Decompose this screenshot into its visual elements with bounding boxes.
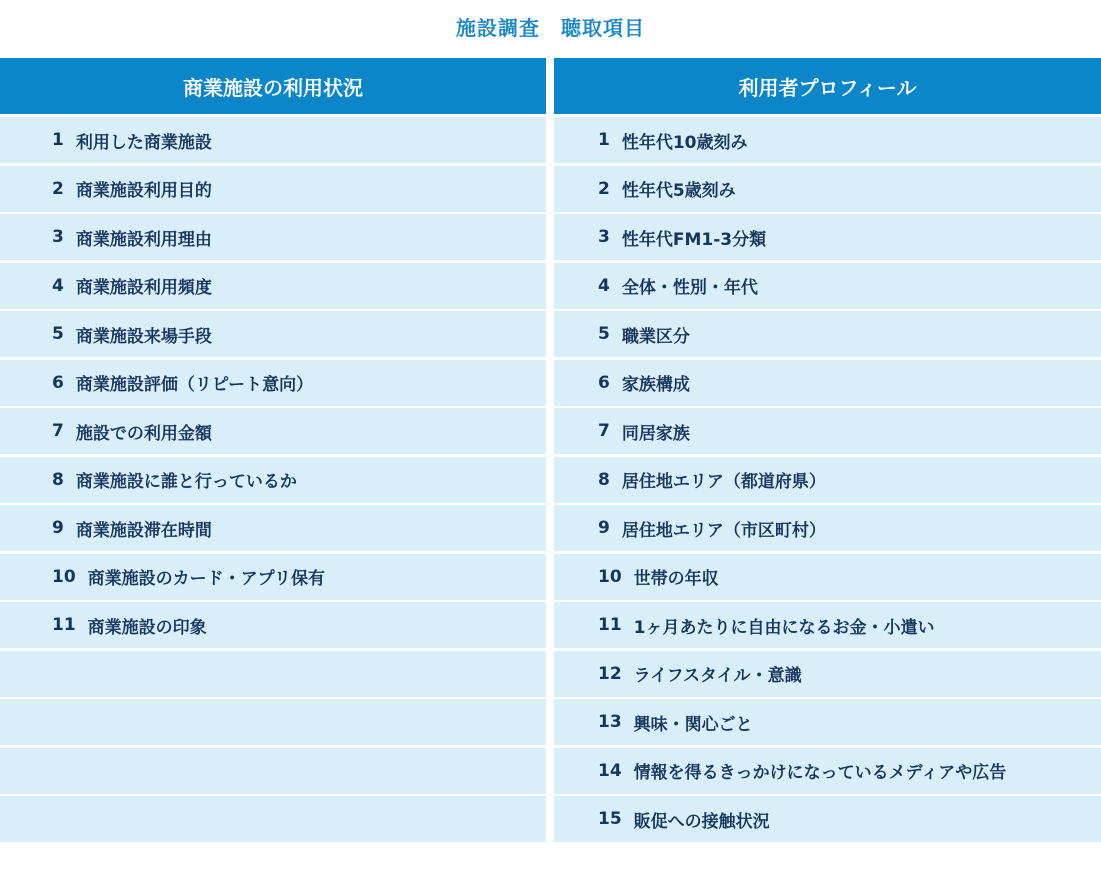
list-item bbox=[0, 117, 546, 163]
item-number: 5 bbox=[52, 324, 64, 344]
item-number: 15 bbox=[598, 809, 622, 829]
list-item bbox=[554, 408, 1101, 454]
commercial-facility-usage-column bbox=[0, 58, 546, 845]
item-label: 商業施設評価（リピート意向） bbox=[75, 375, 314, 395]
list-item bbox=[554, 554, 1101, 600]
list-item bbox=[0, 166, 546, 212]
list-item bbox=[0, 263, 546, 309]
list-item bbox=[554, 602, 1101, 648]
item-number: 1 bbox=[52, 130, 64, 150]
item-label: 商業施設利用頻度 bbox=[75, 278, 212, 298]
list-item bbox=[554, 651, 1101, 697]
user-profile-column bbox=[554, 58, 1101, 845]
item-number: 9 bbox=[52, 518, 64, 538]
item-number: 10 bbox=[52, 566, 76, 587]
item-label: 性年代5歳刻み bbox=[621, 181, 736, 201]
list-item bbox=[0, 748, 546, 794]
item-number: 7 bbox=[52, 421, 64, 441]
item-label: 商業施設のカード・アプリ保有 bbox=[87, 569, 325, 589]
list-item bbox=[0, 505, 546, 551]
item-number: 14 bbox=[598, 760, 622, 781]
list-item bbox=[0, 214, 546, 260]
item-number: 12 bbox=[598, 663, 622, 684]
facility-usage-list bbox=[0, 117, 546, 842]
list-item bbox=[0, 457, 546, 503]
list-item bbox=[554, 117, 1101, 163]
item-number: 5 bbox=[598, 324, 610, 344]
item-number: 6 bbox=[598, 372, 610, 393]
item-label: 商業施設来場手段 bbox=[75, 326, 212, 347]
column-header-user-profile: 利用者プロフィール bbox=[554, 58, 1101, 114]
item-label: 商業施設利用理由 bbox=[75, 229, 212, 250]
list-item bbox=[0, 360, 546, 406]
item-number: 2 bbox=[52, 178, 64, 199]
list-item bbox=[554, 796, 1101, 842]
item-label: 施設での利用金額 bbox=[75, 423, 212, 444]
item-number: 11 bbox=[52, 615, 76, 635]
item-label: 商業施設滞在時間 bbox=[75, 520, 212, 541]
list-item bbox=[554, 166, 1101, 212]
item-label: 職業区分 bbox=[621, 326, 690, 347]
item-number: 7 bbox=[598, 421, 610, 441]
item-number: 10 bbox=[598, 566, 622, 587]
item-number: 9 bbox=[598, 518, 610, 538]
list-item bbox=[554, 214, 1101, 260]
item-label: 同居家族 bbox=[621, 423, 690, 444]
item-label: 商業施設利用目的 bbox=[75, 181, 212, 201]
item-number: 2 bbox=[598, 178, 610, 199]
item-label: ライフスタイル・意識 bbox=[633, 666, 802, 686]
list-item bbox=[0, 408, 546, 454]
list-item bbox=[554, 699, 1101, 745]
page-title: 施設調査 聴取項目 bbox=[456, 16, 645, 40]
item-label: 興味・関心ごと bbox=[633, 714, 753, 735]
item-label: 性年代10歳刻み bbox=[621, 132, 748, 153]
item-label: 性年代FM1-3分類 bbox=[621, 229, 767, 250]
user-profile-list bbox=[554, 117, 1101, 842]
item-number: 8 bbox=[598, 469, 610, 490]
item-number: 3 bbox=[52, 227, 64, 247]
item-number: 1 bbox=[598, 130, 610, 150]
list-item bbox=[0, 796, 546, 842]
item-number: 11 bbox=[598, 615, 622, 635]
list-item bbox=[0, 602, 546, 648]
item-label: 1ヶ月あたりに自由になるお金・小遣い bbox=[633, 617, 935, 638]
column-header-facility-usage: 商業施設の利用状況 bbox=[0, 58, 546, 114]
item-label: 全体・性別・年代 bbox=[621, 278, 758, 298]
item-label: 居住地エリア（都道府県） bbox=[621, 472, 826, 492]
list-item bbox=[554, 311, 1101, 357]
item-label: 家族構成 bbox=[621, 375, 690, 395]
list-item bbox=[554, 505, 1101, 551]
list-item bbox=[554, 360, 1101, 406]
item-label: 商業施設の印象 bbox=[87, 617, 207, 638]
item-label: 利用した商業施設 bbox=[75, 132, 212, 153]
list-item bbox=[0, 651, 546, 697]
item-number: 4 bbox=[52, 275, 64, 296]
list-item bbox=[554, 457, 1101, 503]
item-label: 販促への接触状況 bbox=[633, 811, 770, 832]
item-label: 情報を得るきっかけになっているメディアや広告 bbox=[633, 763, 1007, 783]
item-number: 4 bbox=[598, 275, 610, 296]
list-item bbox=[554, 263, 1101, 309]
item-number: 6 bbox=[52, 372, 64, 393]
list-item bbox=[0, 699, 546, 745]
item-label: 商業施設に誰と行っているか bbox=[75, 472, 297, 492]
item-label: 世帯の年収 bbox=[633, 569, 719, 589]
item-label: 居住地エリア（市区町村） bbox=[621, 520, 826, 541]
item-number: 3 bbox=[598, 227, 610, 247]
list-item bbox=[0, 554, 546, 600]
item-number: 8 bbox=[52, 469, 64, 490]
item-number: 13 bbox=[598, 712, 622, 732]
list-item bbox=[0, 311, 546, 357]
list-item bbox=[554, 748, 1101, 794]
